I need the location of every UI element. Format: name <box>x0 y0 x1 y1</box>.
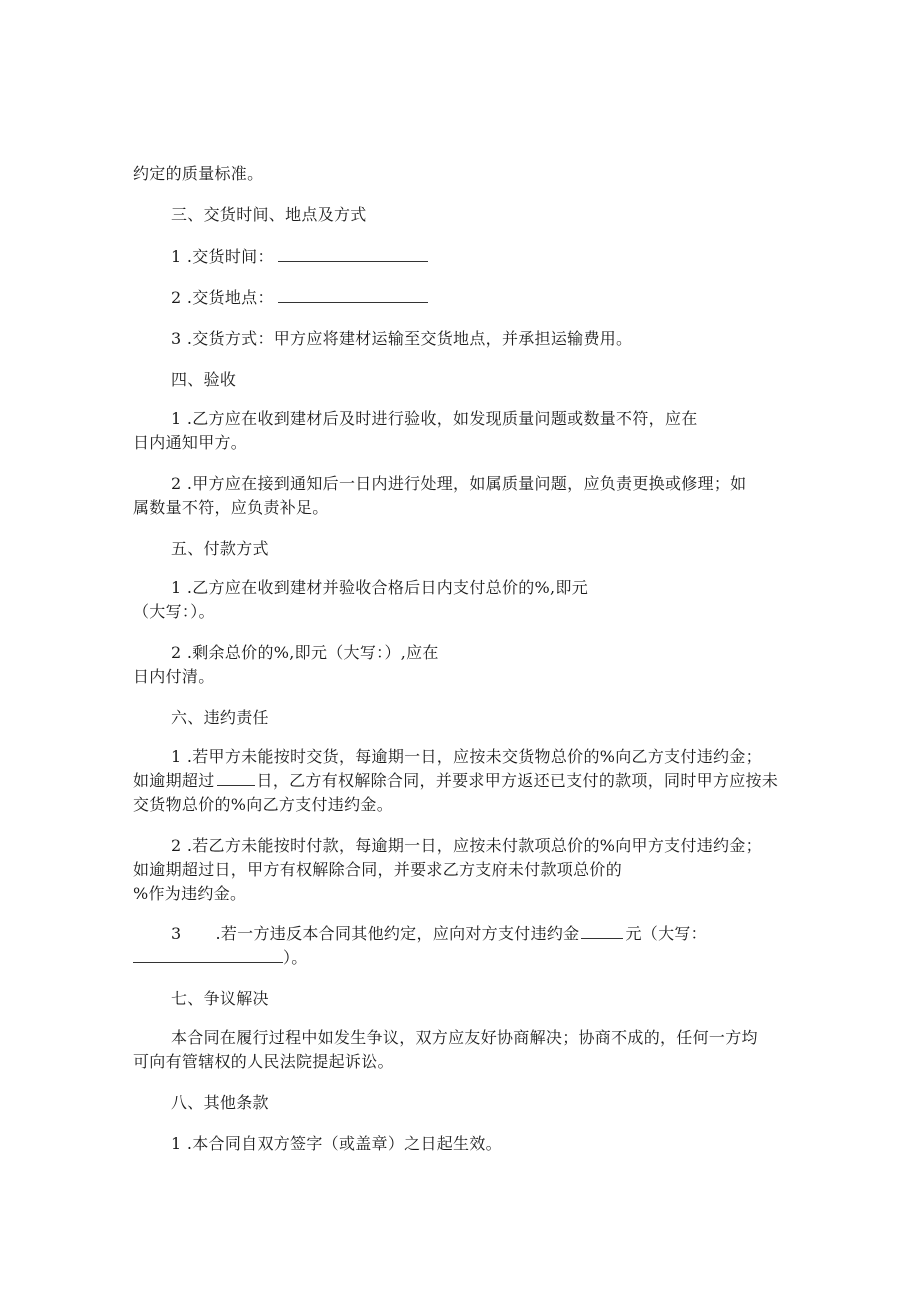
clause-text: 元（大写： <box>625 924 707 943</box>
text-line: 属数量不符，应负责补足。 <box>133 498 329 517</box>
clause-text: 2 .交货地点： <box>171 288 274 307</box>
text-line: 1 .本合同自双方签字（或盖章）之日起生效。 <box>171 1134 502 1153</box>
fill-in-blank <box>217 771 255 786</box>
text-line <box>133 771 778 791</box>
section-heading: 三、交货时间、地点及方式 <box>171 205 367 224</box>
text-line: 2 .剩余总价的%,即元（大写：）,应在 <box>171 643 439 662</box>
text-line: 如逾期超过日，甲方有权解除合同，并要求乙方支府未付款项总价的 <box>133 860 623 879</box>
clause-text: ）。 <box>283 948 308 967</box>
section-heading: 五、付款方式 <box>171 539 269 558</box>
text-line: 可向有管辖权的人民法院提起诉讼。 <box>133 1052 394 1071</box>
clause-text: 日，乙方有权解除合同，并要求甲方返还已支付的款项，同时甲方应按未 <box>256 771 779 790</box>
clause-text: 如逾期超过 <box>133 771 215 790</box>
section-heading: 七、争议解决 <box>171 989 269 1008</box>
fill-in-blank <box>133 948 283 963</box>
text-line: %作为违约金。 <box>133 884 247 903</box>
text-line: 日内付清。 <box>133 667 215 686</box>
text-line <box>133 948 308 968</box>
text-line: （大写：）。 <box>133 602 215 621</box>
text-line <box>171 247 428 267</box>
text-line: 本合同在履行过程中如发生争议，双方应友好协商解决；协商不成的，任何一方均 <box>171 1028 758 1047</box>
section-heading: 八、其他条款 <box>171 1093 269 1112</box>
text-line: 日内通知甲方。 <box>133 433 248 452</box>
section-heading: 六、违约责任 <box>171 708 269 727</box>
fill-in-blank <box>581 924 623 939</box>
clause-number: 3 <box>171 924 182 943</box>
text-line: 2 .甲方应在接到通知后一日内进行处理，如属质量问题，应负责更换或修理；如 <box>171 474 747 493</box>
text-line: 交货物总价的%向乙方支付违约金。 <box>133 795 394 814</box>
text-line: 3 .交货方式：甲方应将建材运输至交货地点，并承担运输费用。 <box>171 329 633 348</box>
clause-text: .若一方违反本合同其他约定，应向对方支付违约金 <box>215 924 580 943</box>
text-line: 约定的质量标准。 <box>133 164 264 183</box>
text-line <box>171 924 707 944</box>
text-line <box>171 288 428 308</box>
fill-in-blank <box>278 288 428 303</box>
text-line: 2 .若乙方未能按时付款，每逾期一日，应按未付款项总价的%向甲方支付违约金； <box>171 836 762 855</box>
fill-in-blank <box>278 247 428 262</box>
text-line: 1 .乙方应在收到建材后及时进行验收，如发现质量问题或数量不符，应在 <box>171 409 698 428</box>
section-heading: 四、验收 <box>171 370 237 389</box>
text-line: 1 .若甲方未能按时交货，每逾期一日，应按未交货物总价的%向乙方支付违约金； <box>171 747 762 766</box>
text-line: 1 .乙方应在收到建材并验收合格后日内支付总价的%,即元 <box>171 578 589 597</box>
clause-text: 1 .交货时间： <box>171 247 274 266</box>
